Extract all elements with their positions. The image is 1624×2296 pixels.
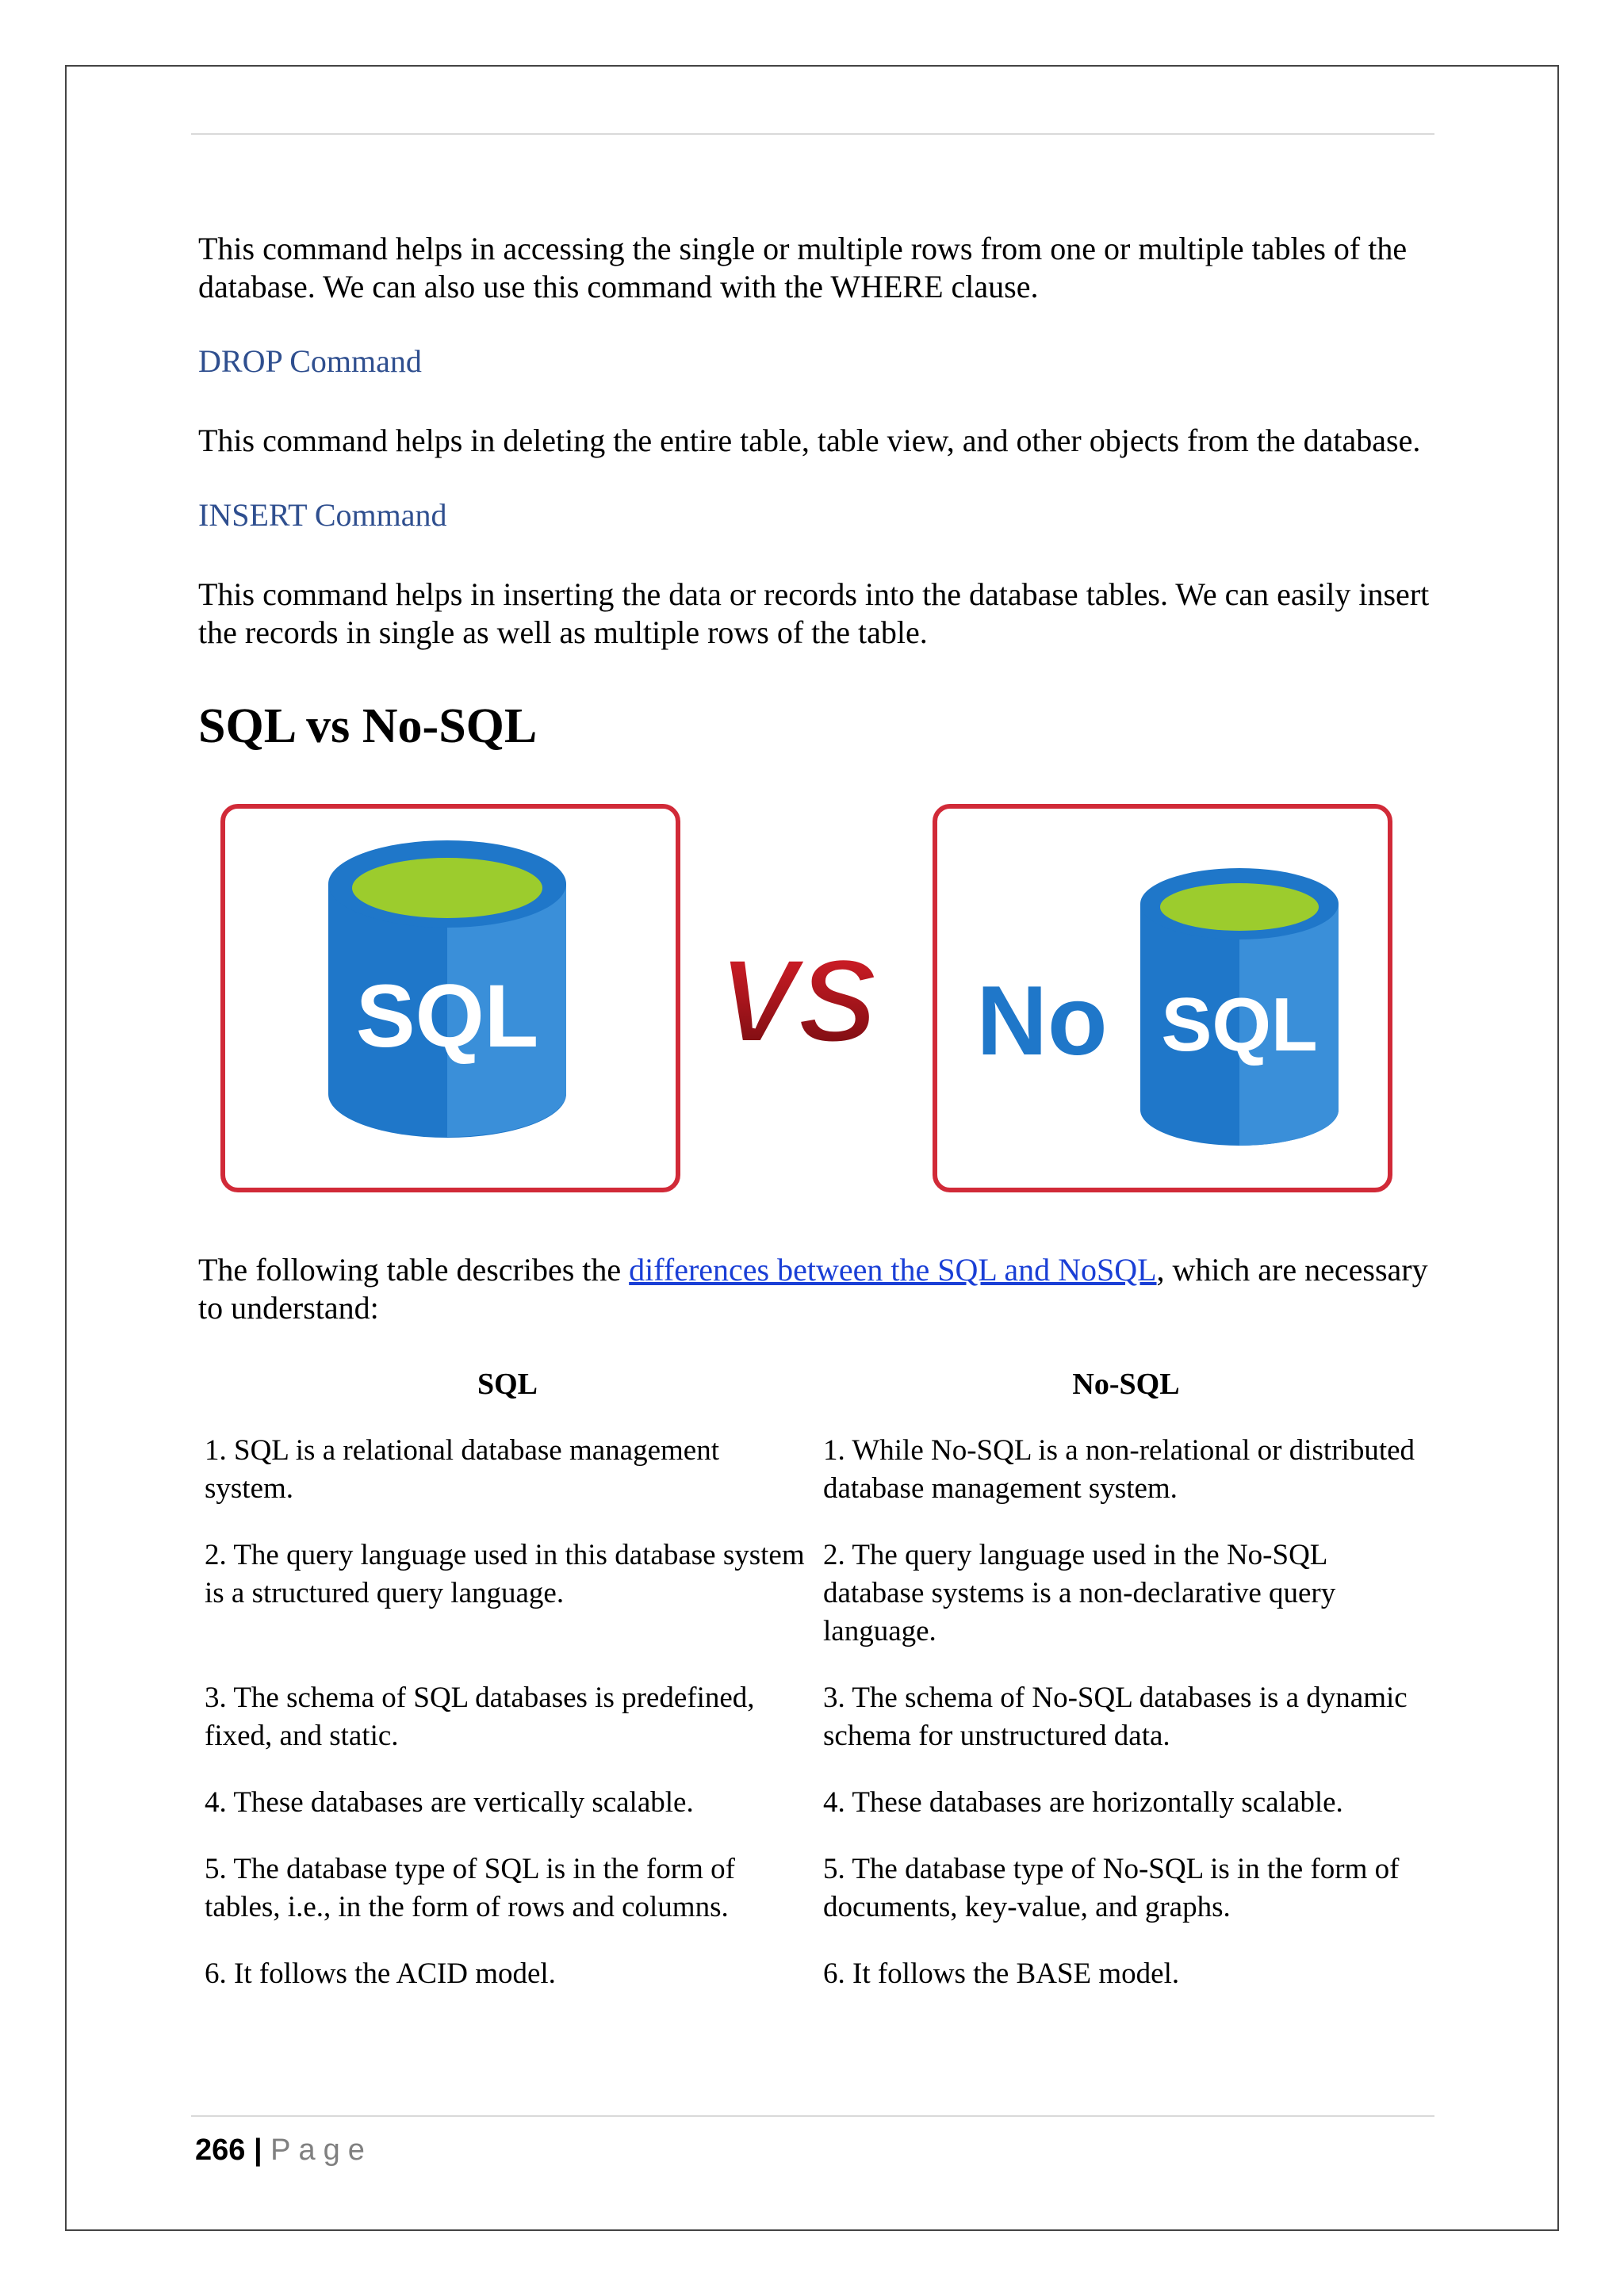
sql-logo-text: SQL: [355, 966, 539, 1066]
differences-link[interactable]: differences between the SQL and NoSQL: [629, 1252, 1157, 1288]
drop-heading: DROP Command: [198, 343, 422, 379]
table-row: [198, 1771, 1435, 1838]
header-sql: SQL: [477, 1368, 538, 1401]
page-separator: |: [253, 2133, 262, 2167]
table-row: [198, 1838, 1435, 1942]
insert-heading: INSERT Command: [198, 497, 447, 533]
page-label: Page: [270, 2133, 373, 2167]
table-row: [198, 1419, 1435, 1524]
page-content: [198, 230, 1435, 2009]
vs-graphic: [703, 923, 893, 1081]
comparison-table: [198, 1362, 1435, 2009]
page-footer: [195, 2131, 373, 2169]
table-row: [198, 1667, 1435, 1771]
nosql-no-text: No: [976, 966, 1108, 1076]
sql-logo-panel: [220, 804, 680, 1192]
table-cell: 1. While No-SQL is a non-relational or distributed database management system.: [823, 1434, 1415, 1505]
nosql-logo-panel: [933, 804, 1392, 1192]
table-row: [198, 1524, 1435, 1667]
page-number: 266: [195, 2133, 246, 2167]
drop-description: This command helps in deleting the entire table, table view, and other objects from the database.: [198, 423, 1421, 458]
table-cell: 4. These databases are vertically scalable.: [205, 1786, 694, 1819]
table-row: [198, 1942, 1435, 2009]
insert-description: This command helps in inserting the data or records into the database tables. We can easily insert the records in single as well as multiple rows of the table.: [198, 576, 1430, 650]
table-cell: 5. The database type of No-SQL is in the form of documents, key-value, and graphs.: [823, 1853, 1400, 1923]
nosql-cylinder-icon: [937, 809, 1388, 1188]
select-description: This command helps in accessing the single or multiple rows from one or multiple tables of the database. We can also use this command with the WHERE clause.: [198, 231, 1408, 304]
table-cell: 2. The query language used in this database system is a structured query language.: [205, 1539, 805, 1609]
table-header-row: [198, 1362, 1435, 1419]
table-cell: 6. It follows the BASE model.: [823, 1957, 1180, 1990]
intro-before: The following table describes the: [198, 1252, 630, 1288]
table-cell: 1. SQL is a relational database management system.: [205, 1434, 719, 1505]
header-rule: [191, 133, 1434, 135]
header-nosql: No-SQL: [1072, 1368, 1180, 1401]
table-intro: [198, 1251, 1435, 1327]
table-cell: 5. The database type of SQL is in the form of tables, i.e., in the form of rows and columns.: [205, 1853, 735, 1923]
footer-rule: [191, 2115, 1434, 2117]
table-cell: 3. The schema of SQL databases is predefined, fixed, and static.: [205, 1682, 755, 1752]
nosql-sql-text: SQL: [1161, 982, 1318, 1067]
vs-text: VS: [718, 934, 878, 1067]
table-cell: 2. The query language used in the No-SQL database systems is a non-declarative query language.: [823, 1539, 1336, 1647]
sql-cylinder-icon: [225, 809, 676, 1188]
table-cell: 3. The schema of No-SQL databases is a dynamic schema for unstructured data.: [823, 1682, 1408, 1752]
intro-after: , which are necessary to understand:: [198, 1252, 1428, 1326]
table-cell: 6. It follows the ACID model.: [205, 1957, 556, 1990]
sql-vs-nosql-figure: [198, 804, 1435, 1216]
section-title: SQL vs No-SQL: [198, 699, 538, 753]
table-cell: 4. These databases are horizontally scalable.: [823, 1786, 1343, 1819]
